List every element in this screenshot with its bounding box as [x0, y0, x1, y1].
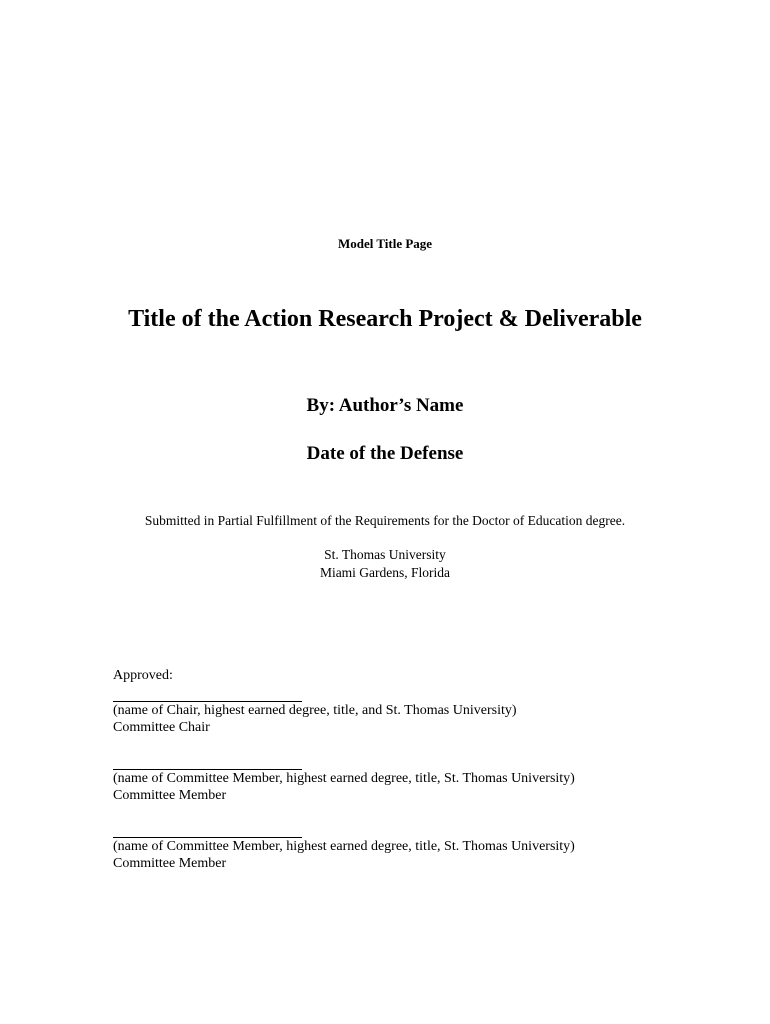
chair-signature-block [113, 685, 673, 737]
member-signature-description: (name of Committee Member, highest earned degree, title, St. Thomas University) [113, 838, 575, 854]
member-signature-description: (name of Committee Member, highest earned degree, title, St. Thomas University) [113, 770, 575, 786]
submission-statement: Submitted in Partial Fulfillment of the Requirements for the Doctor of Education degree. [144, 513, 626, 528]
author-line: By: Author’s Name [306, 395, 464, 416]
member-role: Committee Member [113, 788, 227, 803]
chair-signature-description: (name of Chair, highest earned degree, title, and St. Thomas University) [113, 702, 517, 718]
approval-label: Approved: [113, 668, 173, 683]
member-signature-block-2 [113, 821, 673, 873]
signature-line [113, 685, 302, 702]
signature-line [113, 821, 302, 838]
project-title: Title of the Action Research Project & Deliverable [128, 306, 642, 332]
member-signature-block-1 [113, 753, 673, 805]
institution-location: Miami Gardens, Florida [319, 565, 451, 580]
signature-line [113, 753, 302, 770]
institution-name: St. Thomas University [324, 547, 446, 562]
defense-date: Date of the Defense [306, 443, 464, 464]
chair-role: Committee Chair [113, 720, 210, 735]
member-role: Committee Member [113, 856, 227, 871]
model-title-page-label: Model Title Page [337, 236, 433, 251]
approval-section [113, 667, 673, 873]
